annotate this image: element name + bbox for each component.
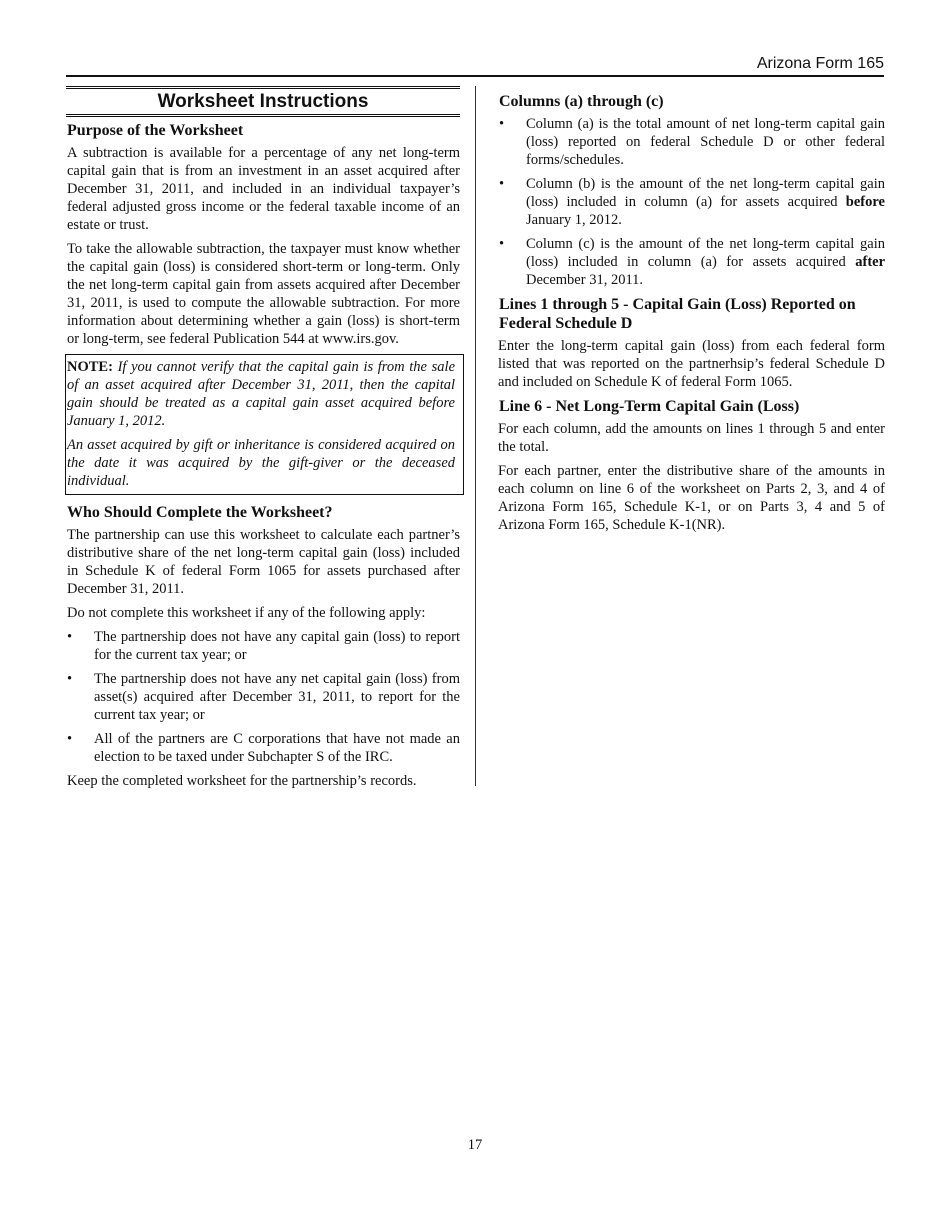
exclusion-list — [66, 628, 460, 766]
list-item-text: The partnership does not have any net capital gain (loss) from asset(s) acquired after December 31, 2011, to report for the current tax year; or — [94, 671, 460, 723]
list-item-text: The partnership does not have any capital gain (loss) to report for the current tax year; or — [94, 629, 460, 663]
column-divider — [475, 86, 476, 786]
keep-records-text: Keep the completed worksheet for the partnership’s records. — [67, 773, 417, 789]
column-c-bold: after — [855, 254, 886, 270]
note-paragraph-2 — [67, 436, 455, 490]
lines-paragraph: Enter the long-term capital gain (loss) from each federal form listed that was reported on the partnerhsip’s federal Schedule D and included on Schedule K of federal Form 1065. — [498, 338, 885, 390]
who-paragraph-1: The partnership can use this worksheet to calculate each partner’s distributive share of the net long-term capital gain (loss) included in Schedule K of federal Form 1065 for assets purchased after December 31, 2011. — [67, 527, 460, 597]
column-a-text: Column (a) is the total amount of net long-term capital gain (loss) reported on federal Schedule D or other federal forms/schedules. — [526, 116, 885, 168]
note-text: If you cannot verify that the capital gain is from the sale of an asset acquired after December 31, 2011, then the capital gain should be treated as a capital gain asset acquired before January 1, 2012. — [67, 359, 456, 429]
column-c-text-pre: Column (c) is the amount of the net long-term capital gain (loss) included in column (a) for assets acquired — [526, 236, 885, 270]
line6-paragraph-2: For each partner, enter the distributive share of the amounts in each column on line 6 of the worksheet on Parts 2, 3, and 4 of Arizona Form 165, Schedule K-1, or on Parts 3, 4 and 5 of Arizona Form 165, Schedule K-1(NR). — [498, 463, 885, 533]
note-box — [65, 354, 464, 495]
form-title: Arizona Form 165 — [756, 55, 884, 72]
line6-paragraph-1: For each column, add the amounts on lines 1 through 5 and enter the total. — [498, 421, 885, 455]
note-paragraph — [67, 358, 455, 430]
list-item-text: All of the partners are C corporations that have not made an election to be taxed under Subchapter S of the IRC. — [94, 731, 460, 765]
right-column — [498, 90, 885, 540]
column-c-text — [526, 236, 885, 288]
lines-heading: Lines 1 through 5 - Capital Gain (Loss) Reported on Federal Schedule D — [499, 296, 856, 332]
bullet-icon: • — [67, 731, 73, 747]
list-item — [66, 730, 460, 766]
header-rule — [66, 75, 884, 77]
list-item — [498, 235, 885, 289]
list-item — [66, 628, 460, 664]
columns-heading: Columns (a) through (c) — [499, 93, 664, 110]
page-number: 17 — [467, 1137, 483, 1153]
list-item — [498, 175, 885, 229]
purpose-heading: Purpose of the Worksheet — [67, 122, 244, 139]
column-b-text-post: January 1, 2012. — [526, 212, 622, 228]
list-item — [66, 670, 460, 724]
columns-list — [498, 115, 885, 289]
who-paragraph-2: Do not complete this worksheet if any of the following apply: — [67, 605, 426, 621]
column-b-text-pre: Column (b) is the amount of the net long-term capital gain (loss) included in column (a) for assets acquired — [526, 176, 885, 210]
bullet-icon: • — [67, 671, 73, 687]
bullet-icon: • — [67, 629, 73, 645]
column-c-text-post: December 31, 2011. — [526, 272, 644, 288]
bullet-icon: • — [499, 236, 505, 252]
column-b-bold: before — [845, 194, 885, 210]
bullet-icon: • — [499, 116, 505, 132]
worksheet-title: Worksheet Instructions — [66, 86, 460, 117]
column-b-text — [526, 176, 885, 228]
line6-heading: Line 6 - Net Long-Term Capital Gain (Loss) — [499, 398, 800, 415]
bullet-icon: • — [499, 176, 505, 192]
note-label: NOTE: — [67, 359, 113, 375]
purpose-paragraph-2: To take the allowable subtraction, the taxpayer must know whether the capital gain (loss) is considered short-term or long-term. Only the net long-term capital gain from assets acquired after December 31, 2011, is used to compute the allowable subtraction. For more information about determining whether a gain (loss) is short-term or long-term, see federal Publication 544 at www.irs.gov. — [67, 241, 460, 347]
note-text-2: An asset acquired by gift or inheritance is considered acquired on the date it was acquired by the gift-giver or the deceased individual. — [67, 437, 455, 489]
who-heading: Who Should Complete the Worksheet? — [67, 504, 333, 521]
left-column — [66, 86, 460, 796]
list-item — [498, 115, 885, 169]
purpose-paragraph-1: A subtraction is available for a percentage of any net long-term capital gain that is from an investment in an asset acquired after December 31, 2011, and included in an individual taxpayer’s federal adjusted gross income or the federal taxable income of an estate or trust. — [67, 145, 460, 233]
